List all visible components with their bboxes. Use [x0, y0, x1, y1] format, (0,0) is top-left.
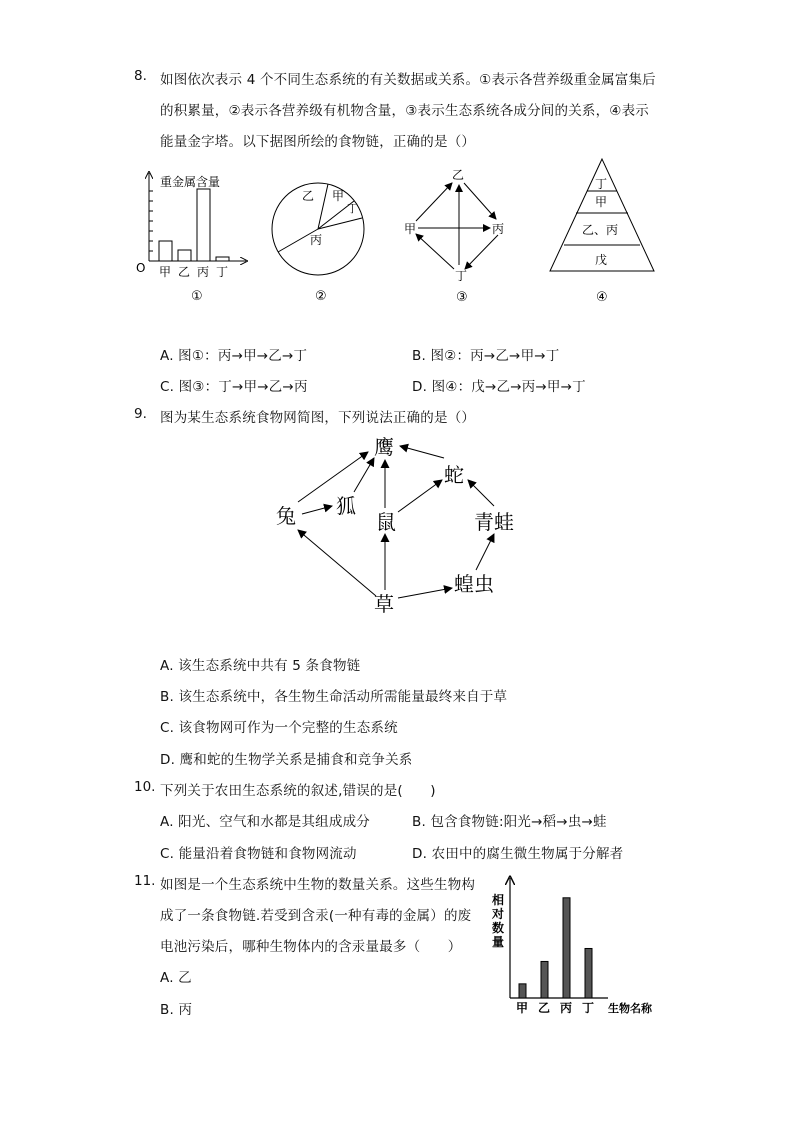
question-8-option-a[interactable]: A. 图①：丙→甲→乙→丁 — [160, 348, 308, 364]
food-web-node-locust: 蝗虫 — [454, 572, 494, 596]
q11-x-label: 生物名称 — [608, 1002, 652, 1015]
food-web-node-frog: 青蛙 — [474, 510, 514, 534]
food-web-node-eagle: 鹰 — [374, 435, 394, 459]
question-10-option-a[interactable]: A. 阳光、空气和水都是其组成成分 — [160, 814, 370, 830]
figure-3-node-yi: 乙 — [452, 168, 465, 182]
food-web-node-snake: 蛇 — [444, 463, 464, 487]
figure-4-level-jia: 甲 — [595, 195, 608, 209]
figure-3-relation-diagram — [398, 165, 518, 310]
food-web-node-fox: 狐 — [336, 494, 356, 518]
figure-3-arrow-jia-yi — [416, 183, 452, 221]
question-9-option-b[interactable]: B. 该生态系统中，各生物生命活动所需能量最终来自于草 — [160, 689, 508, 705]
question-9-option-c[interactable]: C. 该食物网可作为一个完整的生态系统 — [160, 720, 398, 736]
q11-bar-0 — [519, 984, 526, 998]
figure-1-category-label: 乙 — [178, 265, 191, 279]
question-11-bar-chart — [488, 872, 664, 1022]
q11-category-label: 甲 — [516, 1001, 529, 1015]
question-9-option-d[interactable]: D. 鹰和蛇的生物学关系是捕食和竞争关系 — [160, 752, 413, 768]
food-web-node-mouse: 鼠 — [376, 510, 396, 534]
question-8-stem-line-3: 能量金字塔。以下据图所绘的食物链，正确的是（） — [160, 134, 476, 150]
question-11-option-a[interactable]: A. 乙 — [160, 970, 192, 986]
question-9-number: 9. — [134, 406, 147, 422]
figure-1-origin: O — [136, 261, 146, 275]
figure-4-energy-pyramid — [546, 155, 658, 305]
figure-2-label-yi: 乙 — [302, 189, 315, 203]
question-11-number: 11. — [134, 873, 156, 889]
q11-bar-1 — [541, 961, 548, 998]
figure-2-label-ding: 丁 — [347, 202, 358, 215]
question-9-option-a[interactable]: A. 该生态系统中共有 5 条食物链 — [160, 658, 361, 674]
question-8-number: 8. — [134, 68, 147, 84]
figure-1-category-label: 丁 — [216, 265, 229, 279]
question-11-option-b[interactable]: B. 丙 — [160, 1002, 193, 1018]
question-8-stem-line-1: 如图依次表示 4 个不同生态系统的有关数据或关系。①表示各营养级重金属富集后 — [160, 72, 656, 88]
question-9-stem: 图为某生态系统食物网简图，下列说法正确的是（） — [160, 410, 476, 426]
figure-2-pie-chart — [268, 178, 378, 308]
question-10-option-c[interactable]: C. 能量沿着食物链和食物网流动 — [160, 846, 357, 862]
figure-1-bar-0 — [159, 241, 172, 261]
figure-1-caption: ① — [191, 289, 203, 304]
food-web-node-rabbit: 兔 — [276, 504, 296, 528]
q11-bar-3 — [585, 948, 592, 998]
q11-category-label: 丁 — [582, 1001, 595, 1015]
figure-2-caption: ② — [315, 289, 327, 304]
question-8-option-d[interactable]: D. 图④：戊→乙→丙→甲→丁 — [412, 379, 586, 395]
figure-1-bar-3 — [216, 257, 229, 261]
question-10-option-d[interactable]: D. 农田中的腐生微生物属于分解者 — [412, 846, 624, 862]
figure-1-bar-2 — [197, 189, 210, 261]
q11-category-label: 丙 — [560, 1001, 573, 1015]
figure-4-level-ding: 丁 — [595, 177, 608, 191]
question-10-number: 10. — [134, 779, 156, 795]
q11-category-label: 乙 — [538, 1001, 551, 1015]
q11-y-label: 相对数量 — [492, 893, 505, 949]
figure-1-y-label: 重金属含量 — [160, 175, 221, 189]
figure-3-arrow-bing-ding — [465, 235, 498, 269]
figure-3-node-jia: 甲 — [404, 222, 417, 236]
figure-3-caption: ③ — [456, 290, 468, 305]
question-8-option-c[interactable]: C. 图③：丁→甲→乙→丙 — [160, 379, 308, 395]
figure-3-node-bing: 丙 — [492, 222, 505, 236]
question-10-stem: 下列关于农田生态系统的叙述,错误的是( ) — [160, 783, 436, 799]
figure-1-bar-chart — [134, 168, 254, 308]
figure-4-level-wu: 戊 — [595, 253, 608, 267]
figure-1-category-label: 甲 — [159, 265, 172, 279]
food-web-diagram — [268, 428, 528, 618]
q11-bar-2 — [563, 898, 570, 998]
question-11-stem-line-2: 成了一条食物链.若受到含汞(一种有毒的金属）的废 — [160, 908, 472, 924]
figure-4-caption: ④ — [596, 290, 608, 305]
question-8-option-b[interactable]: B. 图②：丙→乙→甲→丁 — [412, 348, 560, 364]
question-11-stem-line-3: 电池污染后，哪种生物体内的含汞量最多（ ） — [160, 939, 462, 955]
question-8-stem-line-2: 的积累量，②表示各营养级有机物含量，③表示生态系统各成分间的关系，④表示 — [160, 103, 650, 119]
question-10-option-b[interactable]: B. 包含食物链:阳光→稻→虫→蛙 — [412, 814, 607, 830]
question-11-stem-line-1: 如图是一个生态系统中生物的数量关系。这些生物构 — [160, 877, 476, 893]
figure-4-level-yibing: 乙、丙 — [582, 223, 619, 237]
food-web-node-grass: 草 — [374, 592, 394, 616]
figure-2-label-jia: 甲 — [332, 189, 345, 203]
figure-3-node-ding: 丁 — [455, 269, 468, 283]
figure-3-arrow-yi-bing — [464, 183, 496, 219]
figure-2-label-bing: 丙 — [310, 233, 323, 247]
figure-1-category-label: 丙 — [197, 265, 210, 279]
figure-1-bar-1 — [178, 250, 191, 261]
figure-3-arrow-ding-jia — [416, 234, 454, 269]
